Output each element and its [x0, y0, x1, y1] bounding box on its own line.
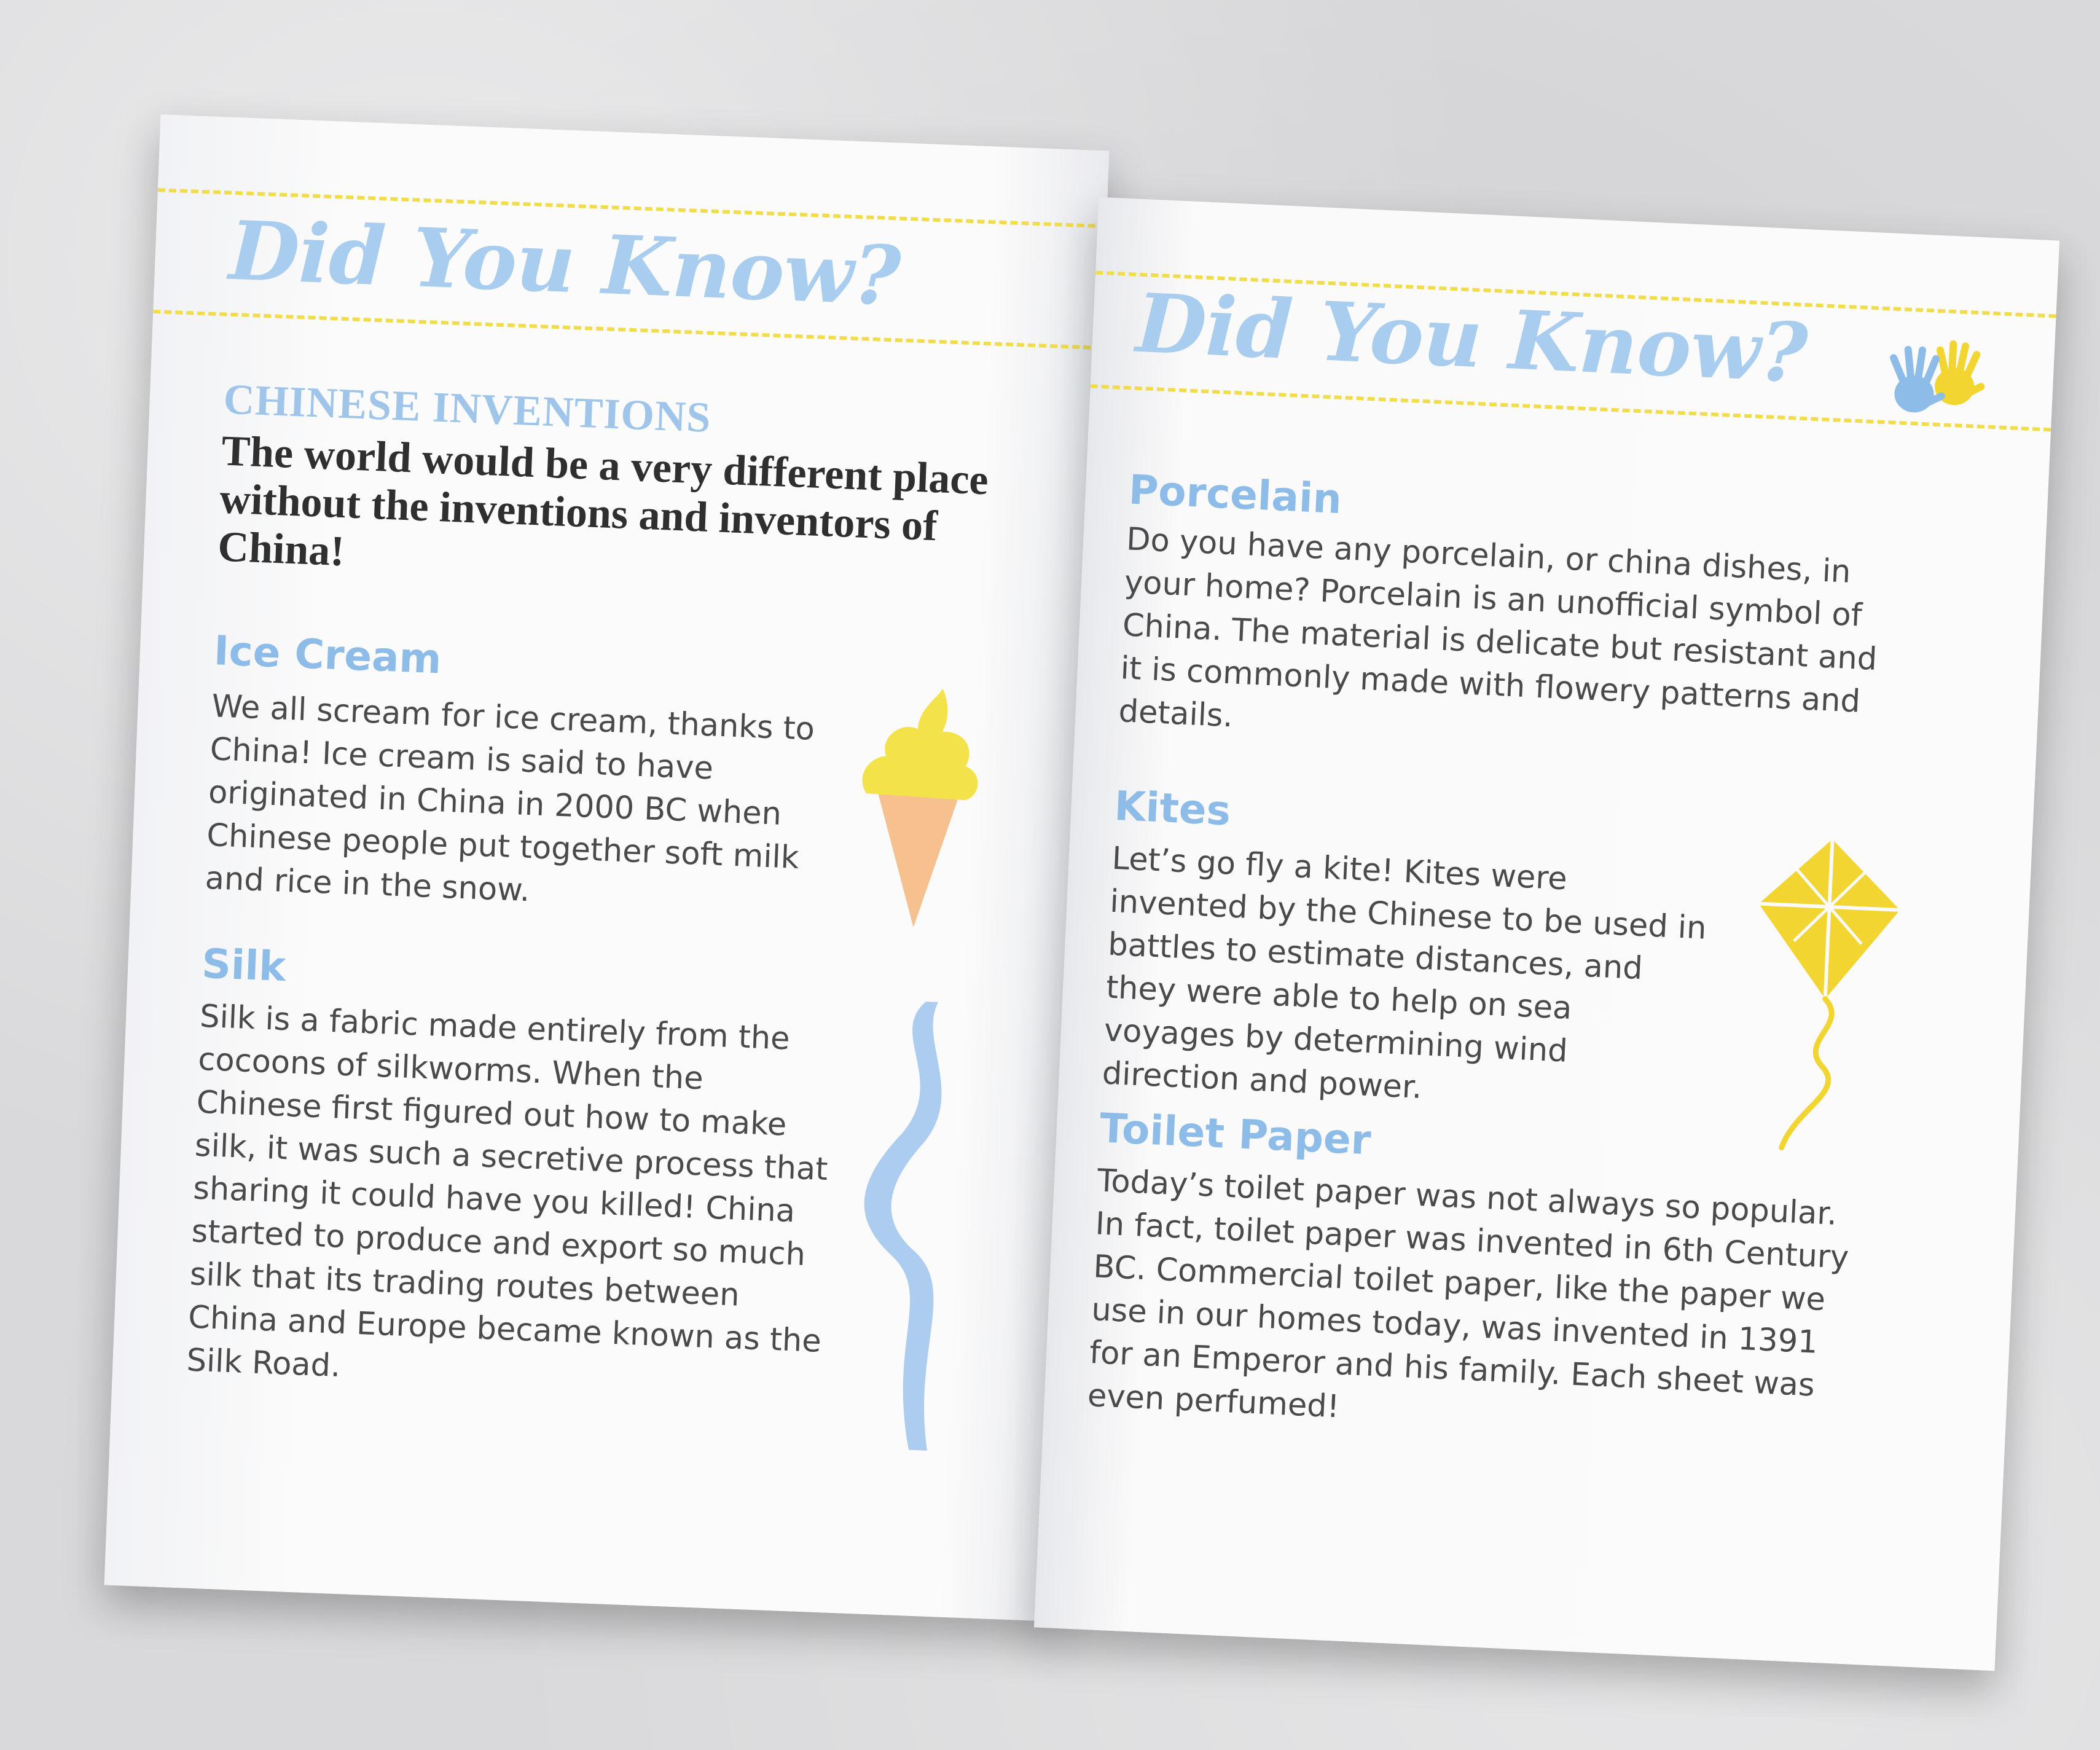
intro-lede: The world would be a very different place without the inventions and inventors of China!: [217, 427, 990, 576]
kite-icon: [1738, 830, 1912, 1156]
section-body-ice-cream: We all scream for ice cream, thanks to China! Ice cream is said to have originated in China in 2000 BC when Chinese people put together soft milk and rice in the snow.: [204, 688, 816, 909]
left-banner-title: Did You Know?: [227, 203, 902, 324]
silk-ribbon-icon: [835, 996, 975, 1455]
ice-cream-cone-icon: [849, 682, 987, 933]
section-body-kites: Let’s go fly a kite! Kites were invented by the Chinese to be used in battles to estimate distances, and they were able to help on sea voyages by determining wind direction and power.: [1101, 840, 1707, 1107]
section-title-porcelain: Porcelain: [1127, 466, 1343, 524]
section-title-silk: Silk: [201, 940, 287, 991]
section-body-toilet-paper: Today’s toilet paper was not always so popular. In fact, toilet paper was invented in 6th Century BC. Commercial toilet paper, like the paper we use in our homes today, was invented in 1391 for an Emperor and his family. Each sheet was even perfumed!: [1086, 1163, 1850, 1426]
section-body-porcelain: Do you have any porcelain, or china dishes, in your home? Porcelain is an unofficial symbol of China. The material is delicate but resistant and it is commonly made with flowery patterns and details.: [1118, 521, 1878, 735]
banner-dashed-line-bottom: [153, 310, 1102, 350]
chinese-inventions-heading: CHINESE INVENTIONS: [222, 375, 712, 442]
left-page: [104, 114, 1110, 1622]
section-title-ice-cream: Ice Cream: [213, 627, 442, 683]
right-banner-title: Did You Know?: [1134, 275, 1809, 402]
right-page: [1034, 197, 2059, 1671]
section-title-kites: Kites: [1113, 782, 1232, 835]
section-title-toilet-paper: Toilet Paper: [1099, 1104, 1373, 1164]
handprints-icon: [1870, 331, 1997, 428]
section-body-silk: Silk is a fabric made entirely from the cocoons of silkworms. When the Chinese first figured out how to make silk, it was such a secretive process that sharing it could have you killed! China started to produce and export so much silk that its trading routes between China and Europe became known as the Silk Road.: [186, 998, 829, 1384]
